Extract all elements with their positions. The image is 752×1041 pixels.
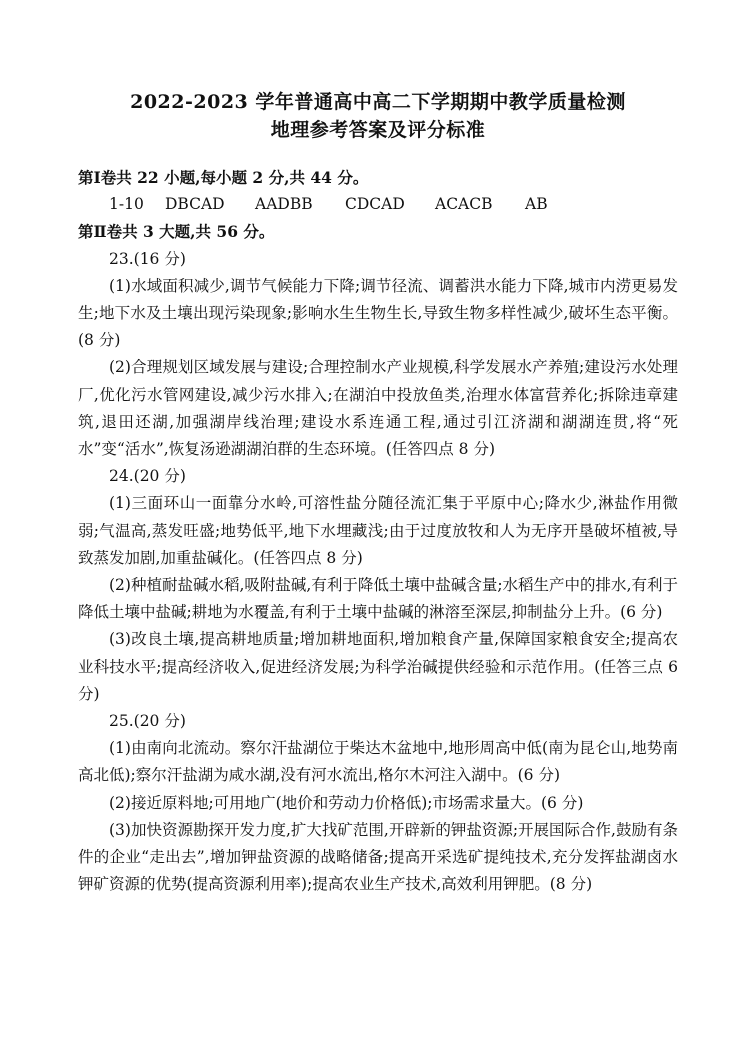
answer-group-3: CDCAD: [345, 195, 405, 214]
answer-range-label: 1-10: [109, 195, 144, 214]
q24-answer-3: (3)改良土壤,提高耕地质量;增加耕地面积,增加粮食产量,保障国家粮食安全;提高农业科技水平;提高经济收入,促进经济发展;为科学治碱提供经验和示范作用。(任答三点 6 分): [78, 630, 678, 703]
q24-label: 24.(20 分): [109, 467, 186, 486]
answer-group-1: DBCAD: [165, 195, 225, 214]
q25-answer-3: (3)加快资源勘探开发力度,扩大找矿范围,开辟新的钾盐资源;开展国际合作,鼓励有条件的企业“走出去”,增加钾盐资源的战略储备;提高开采选矿提纯技术,充分发挥盐湖卤水钾矿资源的优势(提高资源利用率);提高农业生产技术,高效利用钾肥。(8 分): [78, 820, 678, 894]
document-title: 2022-2023 学年普通高中高二下学期期中教学质量检测: [130, 91, 626, 113]
answer-group-5: AB: [525, 195, 548, 214]
q25-answer-1: (1)由南向北流动。察尔汗盐湖位于柴达木盆地中,地形周高中低(南为昆仑山,地势南高北低);察尔汗盐湖为咸水湖,没有河水流出,格尔木河注入湖中。(6 分): [78, 739, 678, 785]
q24-answer-2: (2)种植耐盐碱水稻,吸附盐碱,有利于降低土壤中盐碱含量;水稻生产中的排水,有利于降低土壤中盐碱;耕地为水覆盖,有利于土壤中盐碱的淋溶至深层,抑制盐分上升。(6 分): [78, 576, 678, 622]
q23-label: 23.(16 分): [109, 249, 186, 268]
part1-heading: 第Ⅰ卷共 22 小题,每小题 2 分,共 44 分。: [78, 168, 369, 187]
part2-heading: 第Ⅱ卷共 3 大题,共 56 分。: [78, 222, 275, 242]
part1-answer-row: [78, 191, 678, 218]
q25-label: 25.(20 分): [109, 712, 186, 731]
q23-answer-2: (2)合理规划区域发展与建设;合理控制水产业规模,科学发展水产养殖;建设污水处理厂,优化污水管网建设,减少污水排入;在湖泊中投放鱼类,治理水体富营养化;拆除违章建筑,退田还湖,加强湖岸线治理;建设水系连通工程,通过引江济湖和湖湖连贯,将“死水”变“活水”,恢复汤逊湖湖泊群的生态环境。(任答四点 8 分): [78, 358, 678, 459]
q25-answer-2: (2)接近原料地;可用地广(地价和劳动力价格低);市场需求量大。(6 分): [109, 793, 584, 812]
answer-group-2: AADBB: [255, 195, 313, 214]
q23-answer-1: (1)水域面积减少,调节气候能力下降;调节径流、调蓄洪水能力下降,城市内涝更易发生;地下水及土壤出现污染现象;影响水生生物生长,导致生物多样性减少,破坏生态平衡。(8 分): [78, 276, 678, 350]
document-subtitle: 地理参考答案及评分标准: [270, 119, 486, 141]
answer-group-4: ACACB: [435, 195, 493, 214]
q24-answer-1: (1)三面环山一面靠分水岭,可溶性盐分随径流汇集于平原中心;降水少,淋盐作用微弱;气温高,蒸发旺盛;地势低平,地下水埋藏浅;由于过度放牧和人为无序开垦破坏植被,导致蒸发加剧,加重盐碱化。(任答四点 8 分): [78, 494, 678, 567]
